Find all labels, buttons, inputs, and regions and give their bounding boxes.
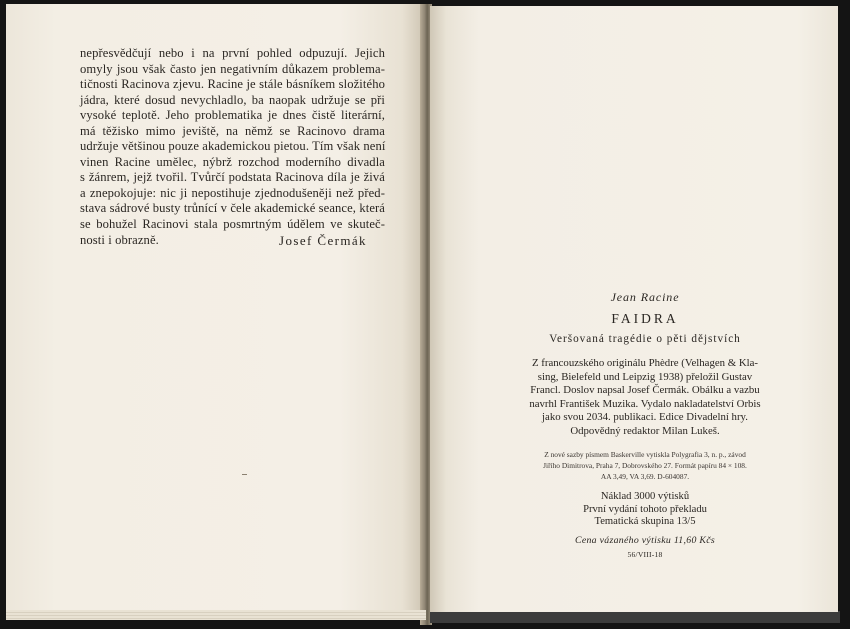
text-line: má těžisko mimo jeviště, na němž se Racinovo drama (80, 123, 385, 138)
author-name: Jean Racine (610, 290, 680, 304)
text-line: a znepokojuje: nic ji nepostihuje zjednodušeněji než před- (80, 185, 385, 200)
text-line: jádra, které dosud nevychladlo, ba naopak udržuje se při (80, 92, 385, 107)
price: Cena vázaného výtisku 11,60 Kčs (575, 534, 715, 546)
text-line: udržuje většinou pouze akademickou pietou. Tím však není (80, 139, 386, 154)
page-stack-edge (6, 610, 426, 620)
signature: Josef Čermák (279, 233, 367, 248)
info-line: Odpovědný redaktor Milan Lukeš. (570, 424, 720, 437)
text-line: omyly jsou však často jen negativním důkazem problema- (80, 61, 385, 76)
colophon (490, 290, 800, 559)
edition-line: Náklad 3000 výtisků (600, 491, 690, 502)
edition-line: První vydání tohoto překladu (583, 503, 707, 515)
print-line: AA 3,49, VA 3,69. D-604087. (600, 472, 690, 481)
info-line: Z francouzského originálu Phèdre (Velhagen & Kla- (531, 357, 759, 369)
paper-mark (242, 474, 247, 475)
book-title: FAIDRA (611, 311, 679, 326)
text-line: nepřesvědčují nebo i na první pohled odpuzují. Jejich (80, 46, 385, 60)
text-line: tičnosti Racinova zjevu. Racine je stále básníkem složitého (80, 77, 385, 92)
left-page (6, 4, 423, 615)
text-line: nosti i obrazně. (80, 232, 159, 247)
text-line: s žánrem, jejž tvořil. Tvůrčí podstata Racinova díla je živá (80, 170, 385, 185)
book-subtitle: Veršovaná tragédie o pěti dějstvích (549, 333, 741, 345)
right-page (430, 6, 838, 612)
text-line: se bohužel Racinovi stala posmrtným údělem ve skuteč- (80, 217, 385, 232)
afterword-text (80, 46, 385, 248)
info-line: navrhl František Muzika. Vydalo nakladatelství Orbis (529, 397, 761, 410)
book-spread (6, 4, 844, 625)
publication-info (490, 357, 800, 438)
edition-info (490, 491, 800, 529)
print-line: Z nové sazby písmem Baskerville vytiskla Polygrafia 3, n. p., závod (544, 450, 746, 459)
catalog-code: 56/VIII-18 (627, 549, 663, 559)
text-line: stava sádrové busty trůnící v čele akademické seance, která (80, 201, 385, 216)
info-line: Francl. Doslov napsal Josef Čermák. Obálku a vazbu (530, 384, 760, 396)
cover-edge (430, 611, 840, 623)
text-line: vysoké teplotě. Jeho problematika je dnes čistě literární, (80, 108, 385, 123)
printing-info (490, 449, 800, 482)
edition-line: Tematická skupina 13/5 (594, 516, 696, 527)
info-line: jako svou 2034. publikaci. Edice Divadelní hry. (542, 411, 748, 423)
info-line: sing, Bielefeld und Leipzig 1938) přeložil Gustav (537, 370, 753, 383)
text-line: vinen Racine umělec, nýbrž rozchod moderního divadla (80, 154, 385, 169)
print-line: Jiřího Dimitrova, Praha 7, Dobrovského 27. Formát papíru 84 × 108. (543, 461, 747, 470)
